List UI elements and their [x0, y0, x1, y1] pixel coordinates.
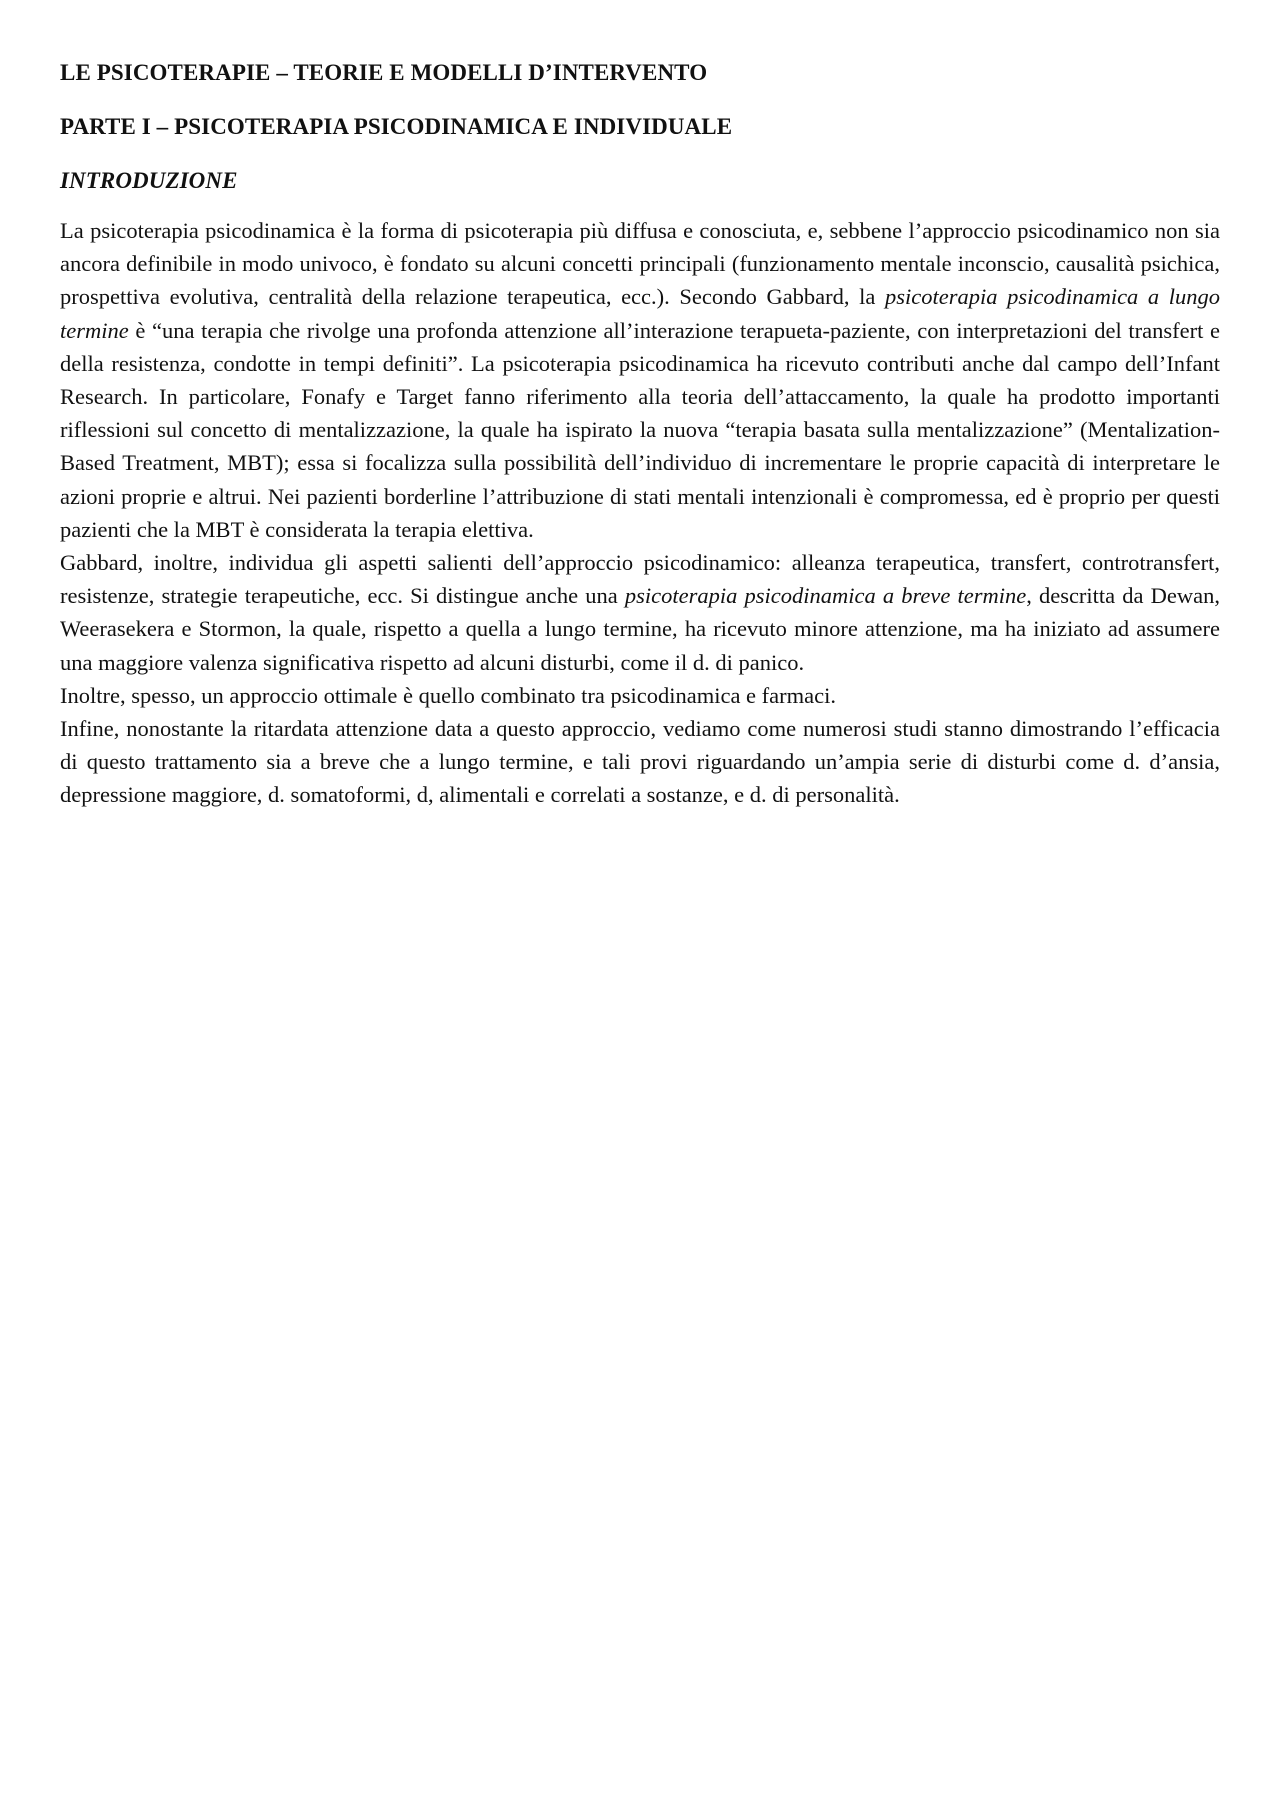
paragraph-2-italic-term: psicoterapia psicodinamica a breve termine: [624, 583, 1027, 609]
part-title: PARTE I – PSICOTERAPIA PSICODINAMICA E INDIVIDUALE: [60, 114, 733, 139]
paragraph-2-text-a: Gabbard, inoltre, individua gli aspetti salienti dell’approccio psicodinamico: alleanza terapeutica, transfert, controtransfert, resistenze, strategie terapeutiche, ecc. Si distingue anche una: [60, 550, 1220, 609]
document-title: LE PSICOTERAPIE – TEORIE E MODELLI D’INTERVENTO: [60, 60, 708, 85]
paragraph-2-text-b: , descritta da Dewan, Weerasekera e Stormon, la quale, rispetto a quella a lungo termine, ha ricevuto minore attenzione, ma ha iniziato ad assumere una maggiore valenza significativa rispetto ad alcuni disturbi, come il d. di panico.: [60, 583, 1220, 675]
body-text: [60, 214, 1220, 812]
paragraph-1-text-b: è “una terapia che rivolge una profonda attenzione all’interazione terapueta-paziente, con interpretazioni del transfert e della resistenza, condotte in tempi definiti”. La psicoterapia psicodinamica ha ricevuto contributi anche dal campo dell’Infant Research. In particolare, Fonafy e Target fanno riferimento alla teoria dell’attaccamento, la quale ha prodotto importanti riflessioni sul concetto di mentalizzazione, la quale ha ispirato la nuova “terapia basata sulla mentalizzazione” (Mentalization-Based Treatment, MBT); essa si focalizza sulla possibilità dell’individuo di incrementare le proprie capacità di interpretare le azioni proprie e altrui. Nei pazienti borderline l’attribuzione di stati mentali intenzionali è compromessa, ed è proprio per questi pazienti che la MBT è considerata la terapia elettiva.: [60, 317, 1220, 542]
paragraph-1-italic-term: psicoterapia psicodinamica a lungo termine: [60, 284, 1220, 343]
paragraph-2: [60, 546, 1220, 679]
paragraph-3: Inoltre, spesso, un approccio ottimale è quello combinato tra psicodinamica e farmaci.: [60, 682, 836, 708]
paragraph-4: Infine, nonostante la ritardata attenzione data a questo approccio, vediamo come numerosi studi stanno dimostrando l’efficacia di questo trattamento sia a breve che a lungo termine, e tali provi riguardando un’ampia serie di disturbi come d. d’ansia, depressione maggiore, d. somatoformi, d, alimentali e correlati a sostanze, e d. di personalità.: [60, 716, 1220, 808]
paragraph-1-text-a: La psicoterapia psicodinamica è la forma di psicoterapia più diffusa e conosciuta, e, sebbene l’approccio psicodinamico non sia ancora definibile in modo univoco, è fondato su alcuni concetti principali (funzionamento mentale inconscio, causalità psichica, prospettiva evolutiva, centralità della relazione terapeutica, ecc.). Secondo Gabbard, la: [60, 218, 1220, 310]
section-title: INTRODUZIONE: [60, 168, 238, 193]
paragraph-1: [60, 214, 1220, 546]
